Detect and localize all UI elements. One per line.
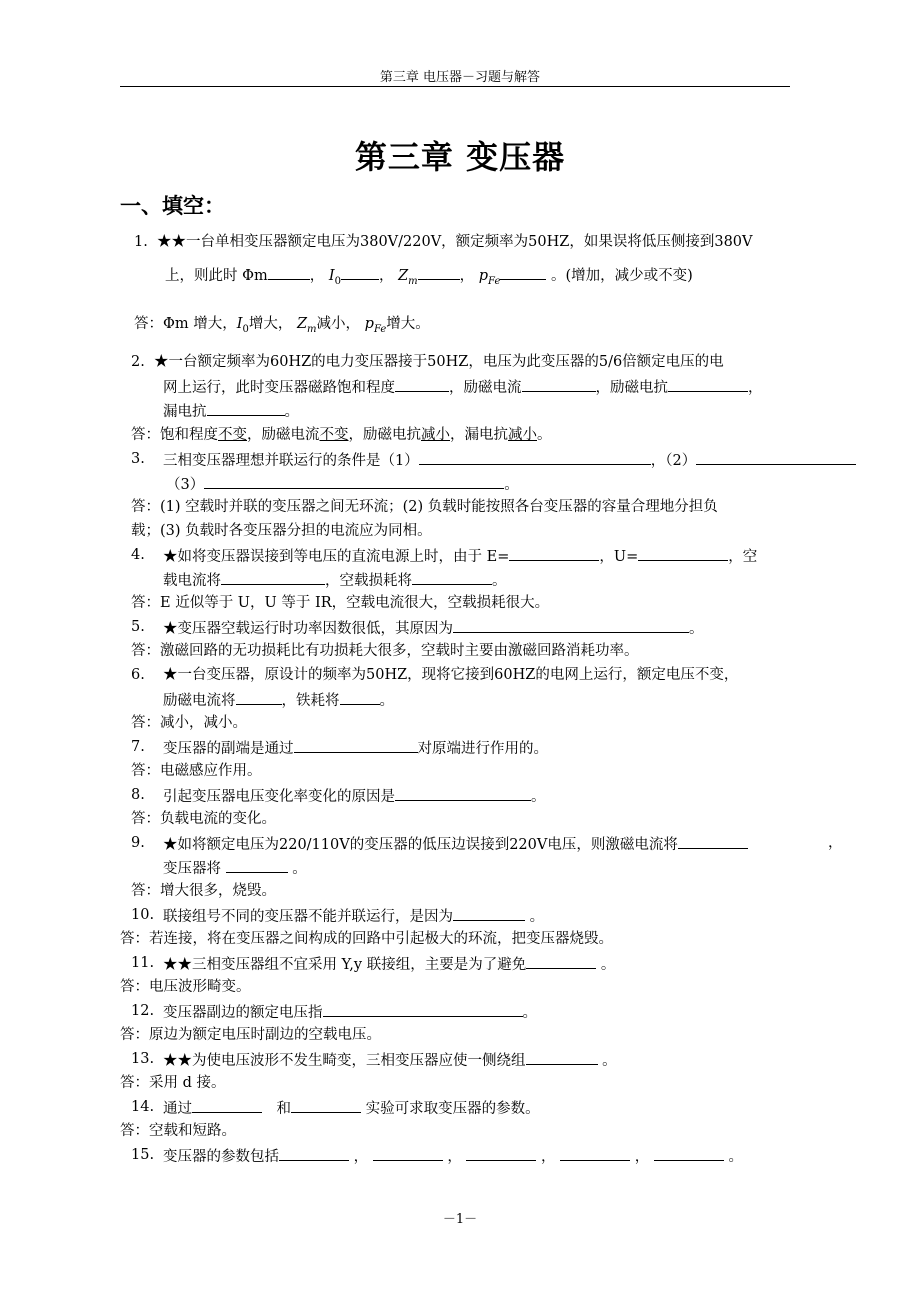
blank[interactable] xyxy=(560,1145,630,1161)
q10-line1: 联接组号不同的变压器不能并联运行，是因为 。 xyxy=(163,905,544,927)
blank[interactable] xyxy=(279,1145,349,1161)
q15-number: 15. xyxy=(131,1147,155,1163)
blank[interactable] xyxy=(526,953,596,969)
blank[interactable] xyxy=(696,449,856,465)
q11-number: 11. xyxy=(131,955,155,971)
q4-line2: 载电流将 ，空载损耗将 。 xyxy=(163,569,507,591)
header-rule xyxy=(120,86,790,87)
q6-number: 6. xyxy=(131,667,145,683)
q3-answer-1: 答：(1) 空载时并联的变压器之间无环流；(2) 负载时能按照各台变压器的容量合理地分担负 xyxy=(131,499,718,515)
q5-answer: 答：激磁回路的无功损耗比有功损耗大很多，空载时主要由激磁回路消耗功率。 xyxy=(131,643,639,659)
q9-line2: 变压器将 。 xyxy=(163,857,307,879)
q7-number: 7. xyxy=(131,739,145,755)
page-header: 第三章 电压器－习题与解答 xyxy=(379,70,541,85)
blank[interactable] xyxy=(654,1145,724,1161)
q13-line1: ★★为使电压波形不发生畸变，三相变压器应使一侧绕组 。 xyxy=(163,1049,617,1071)
blank[interactable] xyxy=(453,905,525,921)
q3-answer-2: 载；(3) 负载时各变压器分担的电流应为同相。 xyxy=(131,523,432,539)
blank[interactable] xyxy=(323,1001,523,1017)
blank[interactable] xyxy=(236,689,282,705)
q5-number: 5. xyxy=(131,619,145,635)
q14-number: 14. xyxy=(131,1099,155,1115)
q9-line1: ★如将额定电压为220/110V的变压器的低压边误接到220V电压，则激磁电流将 xyxy=(163,833,748,855)
blank[interactable] xyxy=(294,737,418,753)
blank[interactable] xyxy=(207,400,285,416)
q10-answer: 答：若连接，将在变压器之间构成的回路中引起极大的环流，把变压器烧毁。 xyxy=(120,931,613,947)
q7-line1: 变压器的副端是通过 对原端进行作用的。 xyxy=(163,737,548,759)
q1-answer: 答：Φm 增大，$I_0$增大， $Z_m$减小， $p_{Fe}$增大。 xyxy=(134,316,430,335)
q2-line3: 漏电抗 。 xyxy=(163,400,299,422)
blank[interactable] xyxy=(395,376,449,392)
q8-number: 8. xyxy=(131,787,145,803)
blank[interactable] xyxy=(453,617,689,633)
q3-line1: 三相变压器理想并联运行的条件是（1） ，（2） xyxy=(163,449,856,471)
q4-number: 4. xyxy=(131,547,145,563)
q9-line1-end: ， xyxy=(828,835,843,851)
blank[interactable] xyxy=(509,545,599,561)
q6-line2: 励磁电流将 ，铁耗将 。 xyxy=(163,689,394,711)
q9-answer: 答：增大很多，烧毁。 xyxy=(131,883,276,899)
q6-line1: ★一台变压器，原设计的频率为50HZ，现将它接到60HZ的电网上运行，额定电压不变， xyxy=(163,667,739,683)
q6-answer: 答：减小，减小。 xyxy=(131,715,247,731)
blank[interactable] xyxy=(500,264,546,280)
blank[interactable] xyxy=(466,1145,536,1161)
blank[interactable] xyxy=(221,569,325,585)
blank[interactable] xyxy=(668,376,748,392)
q10-number: 10. xyxy=(131,907,155,923)
blank[interactable] xyxy=(192,1097,262,1113)
blank[interactable] xyxy=(340,689,380,705)
q4-answer: 答：E 近似等于 U，U 等于 IR，空载电流很大，空载损耗很大。 xyxy=(131,595,550,611)
blank[interactable] xyxy=(678,833,748,849)
q15-line1: 变压器的参数包括 ， ， ， ， 。 xyxy=(163,1145,743,1167)
blank[interactable] xyxy=(373,1145,443,1161)
q2-answer: 答：饱和程度不变，励磁电流不变，励磁电抗减小，漏电抗减小。 xyxy=(131,427,552,443)
q9-number: 9. xyxy=(131,835,145,851)
q2-number: 2. xyxy=(131,354,145,370)
section-heading: 一、填空： xyxy=(120,194,225,218)
q4-line1: ★如将变压器误接到等电压的直流电源上时，由于 E= ，U= ，空 xyxy=(163,545,757,567)
blank[interactable] xyxy=(395,785,531,801)
q1-number: 1. xyxy=(134,234,148,250)
q12-line1: 变压器副边的额定电压指 。 xyxy=(163,1001,537,1023)
blank[interactable] xyxy=(418,264,460,280)
q11-line1: ★★三相变压器组不宜采用 Y,y 联接组，主要是为了避免 。 xyxy=(163,953,615,975)
blank[interactable] xyxy=(526,1049,598,1065)
blank[interactable] xyxy=(341,264,379,280)
q1-line2: 上，则此时 Φm ， $I_0$ ， $Z_m$ ， $p_{Fe}$ 。(增加，减少或不变) xyxy=(165,264,693,292)
q12-number: 12. xyxy=(131,1003,155,1019)
q2-line2: 网上运行，此时变压器磁路饱和程度 ，励磁电流 ，励磁电抗 ， xyxy=(163,376,763,398)
blank[interactable] xyxy=(522,376,596,392)
q3-line2: （3） 。 xyxy=(166,473,519,495)
q12-answer: 答：原边为额定电压时副边的空载电压。 xyxy=(120,1027,381,1043)
chapter-title: 第三章 变压器 xyxy=(354,138,566,176)
q2-line1: ★一台额定频率为60HZ的电力变压器接于50HZ，电压为此变压器的5/6倍额定电压的电 xyxy=(154,354,724,370)
page-number: －1－ xyxy=(442,1212,478,1227)
q13-number: 13. xyxy=(131,1051,155,1067)
q5-line1: ★变压器空载运行时功率因数很低，其原因为 。 xyxy=(163,617,704,639)
q14-answer: 答：空载和短路。 xyxy=(120,1123,236,1139)
q11-answer: 答：电压波形畸变。 xyxy=(120,979,251,995)
blank[interactable] xyxy=(419,449,651,465)
blank[interactable] xyxy=(638,545,728,561)
q14-line1: 通过 和 实验可求取变压器的参数。 xyxy=(163,1097,540,1119)
blank[interactable] xyxy=(291,1097,361,1113)
blank[interactable] xyxy=(412,569,492,585)
q13-answer: 答：采用 d 接。 xyxy=(120,1075,226,1091)
blank[interactable] xyxy=(268,264,310,280)
q7-answer: 答：电磁感应作用。 xyxy=(131,763,262,779)
q8-line1: 引起变压器电压变化率变化的原因是 。 xyxy=(163,785,546,807)
q8-answer: 答：负载电流的变化。 xyxy=(131,811,276,827)
q3-number: 3. xyxy=(131,451,145,467)
blank[interactable] xyxy=(204,473,504,489)
blank[interactable] xyxy=(226,857,288,873)
q1-line1: ★★一台单相变压器额定电压为380V/220V，额定频率为50HZ，如果误将低压侧接到380V xyxy=(157,234,753,250)
